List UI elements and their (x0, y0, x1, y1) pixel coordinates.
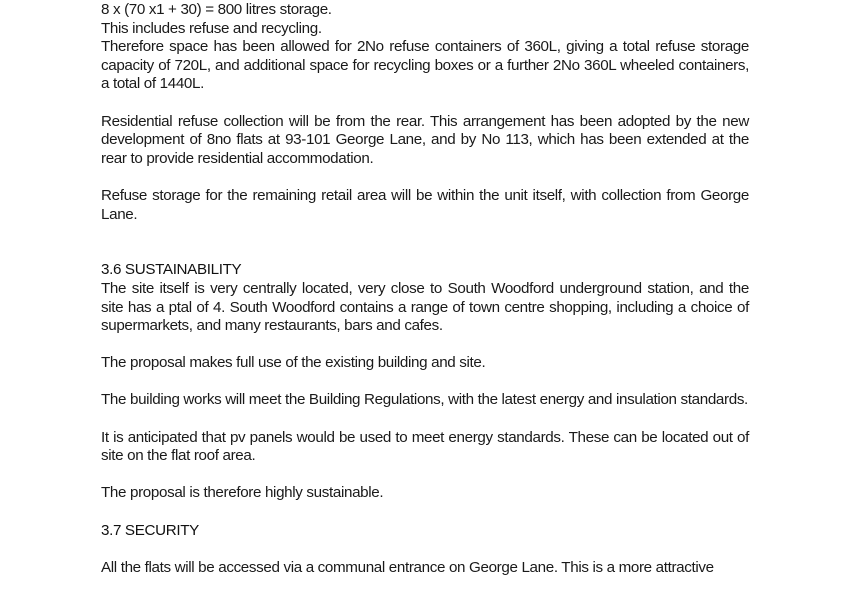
spacer (101, 373, 749, 392)
retail-refuse-paragraph: Refuse storage for the remaining retail area will be within the unit itself, with collection from George Lane. (101, 186, 749, 223)
spacer (101, 503, 749, 522)
spacer (101, 540, 749, 559)
sustainability-location-paragraph: The site itself is very centrally located, very close to South Woodford underground station, and the site has a ptal of 4. South Woodford contains a range of town centre shopping, including a choice of supermarkets, and many restaurants, bars and cafes. (101, 279, 749, 335)
spacer (101, 168, 749, 187)
sustainability-reuse-paragraph: The proposal makes full use of the existing building and site. (101, 354, 486, 372)
section-heading-sustainability: 3.6 SUSTAINABILITY (101, 261, 242, 279)
sustainability-regulations-paragraph: The building works will meet the Building Regulations, with the latest energy and insulation standards. (101, 391, 748, 409)
spacer (101, 336, 749, 355)
security-access-paragraph: All the flats will be accessed via a communal entrance on George Lane. This is a more attractive (101, 558, 714, 576)
spacer (101, 94, 749, 113)
spacer (101, 224, 749, 261)
sustainability-pv-paragraph: It is anticipated that pv panels would be used to meet energy standards. These can be located out of site on the flat roof area. (101, 428, 749, 465)
refuse-capacity-paragraph: Therefore space has been allowed for 2No refuse containers of 360L, giving a total refuse storage capacity of 720L, and additional space for recycling boxes or a further 2No 360L wheeled containers, a total of 1440L. (101, 38, 749, 93)
spacer (101, 466, 749, 485)
storage-calculation: 8 x (70 x1 + 30) = 800 litres storage. (101, 1, 332, 18)
refuse-collection-paragraph: Residential refuse collection will be from the rear. This arrangement has been adopted by the new development of 8no flats at 93-101 George Lane, and by No 113, which has been extended at the rear to provide residential accommodation. (101, 112, 749, 167)
storage-note: This includes refuse and recycling. (101, 19, 322, 37)
text-column (101, 1, 749, 577)
section-heading-security: 3.7 SECURITY (101, 521, 199, 539)
sustainability-conclusion-paragraph: The proposal is therefore highly sustainable. (101, 484, 384, 502)
spacer (101, 410, 749, 429)
